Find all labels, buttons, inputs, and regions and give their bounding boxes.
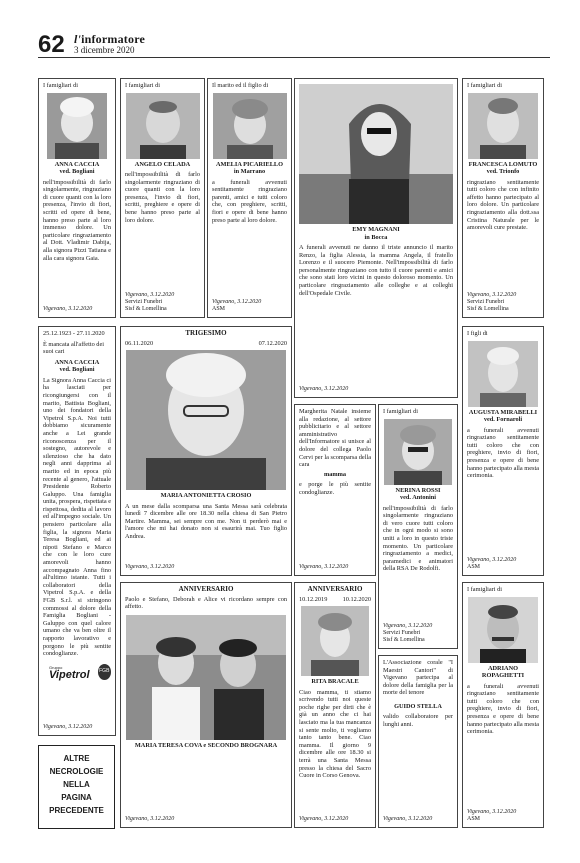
notice-place-date: Vigevano, 3.12.2020 Servizi Funebri Sisf & Lomellina: [467, 292, 517, 312]
notice-vipetrol-anna-caccia: [38, 326, 116, 736]
nav-line: NECROLOGIE: [49, 767, 104, 776]
fgb-logo: FGB: [98, 664, 111, 680]
notice-anna-caccia-thanks: [38, 78, 116, 318]
deceased-name: ANGELO CELADA: [134, 160, 191, 168]
deceased-name: ANNA CACCIA ved. Bogliani: [54, 160, 100, 176]
notice-anniversario-rita-bracale: [294, 582, 376, 828]
notice-text: a funerali avvenuti sentitamente ringraziano parenti, amici e tutti coloro che, con preghiere, scritti, fiori e opere di bene hanno preso parte al loro dolore.: [212, 178, 287, 224]
deceased-name: NERINA ROSSI ved. Antonini: [395, 486, 441, 502]
other-obituaries-link[interactable]: [38, 745, 115, 829]
notice-emy-magnani: [294, 78, 458, 398]
deceased-name: EMY MAGNANI in Bocca: [352, 226, 400, 241]
deceased-name: FRANCESCA LOMUTO ved. Trionfo: [468, 160, 538, 176]
company-logos: [49, 664, 111, 680]
notice-text-closing: valido collaboratore per lunghi anni.: [383, 713, 453, 729]
notice-informatore-condolences: [294, 404, 376, 576]
notice-place-date: Vigevano, 3.12.2020: [43, 306, 93, 312]
notice-place-date: Vigevano, 3.12.2020: [299, 564, 349, 570]
notice-place-date: Vigevano, 3.12.2020 ASM: [467, 809, 517, 822]
notice-type: ANNIVERSARIO: [307, 585, 363, 593]
notice-adriano-ropaghetti: [462, 582, 544, 828]
notice-nerina-rossi: [378, 404, 458, 649]
title-article: l': [74, 32, 82, 46]
notice-text: a funerali avvenuti ringraziano sentitamente tutti coloro che con preghiere, invio di fiori, presenza e opere di bene hanno partecipato alla mesta cerimonia.: [467, 682, 539, 736]
nav-line: ALTRE: [63, 754, 90, 763]
portrait-photo: [126, 93, 200, 159]
notice-type: TRIGESIMO: [185, 329, 227, 337]
notice-text: nell'impossibilità di farlo singolarmente ringraziano di cuore quanti con la loro presenza, l'invio di fiori, scritti, preghiere e opere di bene hanno preso parte al loro dolore.: [125, 171, 200, 224]
notice-angelo-celada: [120, 78, 205, 318]
notice-type: ANNIVERSARIO: [178, 585, 234, 593]
portrait-photo: [384, 419, 452, 485]
life-dates: 25.12.1923 - 27.11.2020: [43, 330, 105, 337]
notice-place-date: Vigevano, 3.12.2020: [125, 564, 175, 570]
notice-text: L'Associazione corale "I Maestri Cantori" di Vigevano partecipa al dolore della famiglia per la morte del tenore: [383, 659, 453, 697]
deceased-name: AMELIA PICARIELLO in Marrano: [215, 160, 283, 176]
notice-intro: I famigliari di: [43, 82, 78, 89]
notice-intro: Il marito ed il figlio di: [212, 82, 269, 89]
title-word: informatore: [81, 32, 146, 46]
deceased-name: MARIA ANTONIETTA CROSIO: [160, 492, 252, 500]
notice-augusta-mirabelli: [462, 326, 544, 576]
portrait-photo: [213, 93, 287, 159]
notice-text: Paolo e Stefano, Deborah e Alice vi ricordano sempre con affetto.: [125, 595, 287, 611]
notice-intro: I figli di: [467, 330, 488, 337]
notice-amelia-picariello: [207, 78, 292, 318]
vipetrol-logo: Gruppo Vipetrol: [49, 665, 90, 681]
portrait-photo: [468, 597, 538, 663]
notice-intro: I famigliari di: [383, 408, 418, 415]
notice-place-date: Vigevano, 3.12.2020: [299, 816, 349, 822]
notice-place-date: Vigevano, 3.12.2020 Servizi Funebri Sisf & Lomellina: [125, 292, 175, 312]
notice-place-date: Vigevano, 3.12.2020: [299, 386, 349, 392]
notice-dates: 06.11.2020 07.12.2020: [125, 339, 287, 347]
header-rule: [38, 57, 550, 58]
notice-dates: 10.12.2019 10.12.2020: [299, 595, 371, 603]
portrait-photo: [47, 93, 107, 159]
couple-photo: [126, 615, 286, 740]
notice-text: a funerali avvenuti ringraziano sentitamente tutti coloro che con preghiere, invio di fiori, presenza e opere di bene hanno partecipato alla mesta cerimonia.: [467, 426, 539, 480]
deceased-name: GUIDO STELLA: [394, 702, 442, 710]
notice-maestri-cantori: [378, 655, 458, 828]
deceased-name: ADRIANO ROPAGHETTI: [481, 664, 525, 680]
notice-trigesimo-crosio: [120, 326, 292, 576]
portrait-photo: [301, 606, 369, 676]
notice-intro: I famigliari di: [467, 586, 502, 593]
notice-text: nell'impossibilità di farlo singolarmente ringraziano di vero cuore tutti coloro che in ogni modo si sono uniti a loro in questo triste momento. Un particolare ringraziamento a medici, paramedici e animatori della RSA De Rodolfi.: [383, 504, 453, 573]
notice-place-date: Vigevano, 3.12.2020: [43, 724, 93, 730]
nav-line: PAGINA: [61, 793, 92, 802]
deceased-name: RITA BRACALE: [311, 678, 359, 686]
nav-line: NELLA: [63, 780, 90, 789]
notice-anniversario-cova-brognara: [120, 582, 292, 828]
deceased-name: mamma: [323, 470, 347, 478]
issue-date: 3 dicembre 2020: [74, 45, 135, 55]
deceased-name: ANNA CACCIA ved. Bogliani: [54, 358, 100, 374]
notice-intro: I famigliari di: [125, 82, 160, 89]
notice-place-date: Vigevano, 3.12.2020 ASM: [212, 299, 262, 312]
portrait-photo: [468, 93, 538, 159]
notice-place-date: Vigevano, 3.12.2020: [125, 816, 175, 822]
notice-place-date: Vigevano, 3.12.2020 Servizi Funebri Sisf & Lomellina: [383, 623, 433, 643]
deceased-name: AUGUSTA MIRABELLI ved. Fornaroli: [468, 408, 538, 424]
deceased-names: MARIA TERESA COVA e SECONDO BROGNARA: [134, 741, 278, 749]
notice-francesca-lomuto: [462, 78, 544, 318]
notice-text: Margherita Natale insieme alla redazione, al settore pubblicitario e al settore amministrativo dell'Informatore si unisce al dolore del collega Paolo Cervi per la scomparsa della cara: [299, 408, 371, 469]
portrait-photo: [126, 350, 286, 490]
notice-place-date: Vigevano, 3.12.2020: [383, 816, 433, 822]
page-number: 62: [38, 31, 65, 58]
notice-text-closing: e porge le più sentite condoglianze.: [299, 481, 371, 496]
portrait-photo: [299, 84, 453, 224]
notice-text: A un mese dalla scomparsa una Santa Messa sarà celebrata lunedì 7 dicembre alle ore 18.30 nella chiesa di San Pietro Martire. Mamma, sei sempre con me. Non ti perderò mai e l'amore che mi hai donato non si esaurirà mai. Tuo figlio Andrea.: [125, 502, 287, 541]
notice-text: ringraziano sentitamente tutti coloro che con infinito affetto hanno partecipato al loro dolore. Un particolare ringraziamento alla dott.ssa Cristina Naturale per le amorevoli cure prestate.: [467, 178, 539, 232]
portrait-photo: [468, 341, 538, 407]
notice-intro: I famigliari di: [467, 82, 502, 89]
nav-line: PRECEDENTE: [49, 806, 104, 815]
notice-place-date: Vigevano, 3.12.2020 ASM: [467, 557, 517, 570]
notice-text: La Signora Anna Caccia ci ha lasciati per ricongiungersi con il marito, Battista Bogliani, uno dei fondatori della Vipetrol S.p.A. Noi tutti dobbiamo sicuramente anche a Lei grande riconoscenza per il sostegno, autorevole e silenzioso che ha dato negli anni dapprima al marito ed in epoca più recente al genero, l'attuale Presidente Roberto Galuppo. Una famiglia unita, prospera, rispettata e rispettosa, dedita al lavoro ed all'impegno sociale. Un pensiero particolare alla figlia, la signora Maria Teresa Bogliani, ed ai nipoti Stefano e Marco che con le loro cure amorevoli hanno accompagnato Anna fino all'ultimo istante. Tutti i collaboratori della Vipetrol S.p.A. e della FGB S.r.l. si stringono commossi al dolore della Famiglia Bogliani - Galuppo con quel calore umano che va ben oltre il rapporto lavorativo e porgono le più sentite condoglianze.: [43, 376, 112, 658]
notice-text: Ciao mamma, ti stiamo scrivendo tutti noi queste poche righe per dirti che è già un anno che ci hai lasciato ma la tua mancanza si sente molto, ti vogliamo tanto tanto bene. Ciao mamma. Il giorno 9 dicembre alle ore 18.30 si terrà una Santa Messa presso la chiesa del Sacro Cuore in Corso Genova.: [299, 688, 371, 780]
notice-text: A funerali avvenuti ne danno il triste annuncio il marito Renzo, la figlia Alessia, la mamma Angela, il fratello Lorenzo e il suocero Piemonte. Nell'impossibilità di farlo personalmente ringraziano con tutto il cuore parenti e amici che sono stati loro vicini in questo doloroso momento. Un particolare ringraziamento alle colleghe e ai colleghi dell'Ospedale Civile.: [299, 244, 453, 297]
notice-intro: È mancata all'affetto dei suoi cari: [43, 340, 104, 356]
notice-text: nell'impossibilità di farlo singolarmente, ringraziano di cuore quanti con la loro presenza, l'invio di fiori, scritti ed opere di bene, hanno preso parte al loro immenso dolore. Un particolare ringraziamento al Dott. Vladimir Dabija, alla signora Pizzi Tatiana e alla cara signora Gaia.: [43, 178, 111, 262]
